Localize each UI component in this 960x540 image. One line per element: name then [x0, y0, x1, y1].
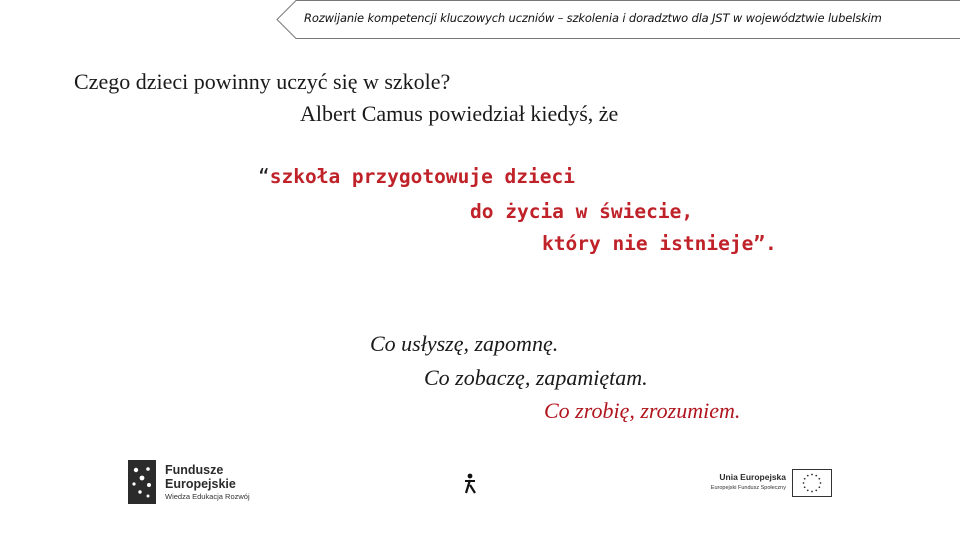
eu-star — [807, 489, 809, 491]
middle-logo — [458, 462, 508, 498]
quote-line-2: do życia w świecie, — [470, 200, 694, 223]
header-title: Rozwijanie kompetencji kluczowych uczniów – szkolenia i doradztwo dla JST w województwie lubelskim — [304, 11, 882, 25]
header-banner — [276, 0, 960, 40]
saying-line-3: Co zrobię, zrozumiem. — [544, 398, 741, 423]
saying-line-1: Co usłyszę, zapomnę. — [370, 331, 559, 356]
eu-star — [815, 489, 817, 491]
quote-attribution: Albert Camus powiedział kiedyś, że — [300, 101, 619, 126]
quote-line-3: który nie istnieje”. — [542, 232, 777, 255]
eu-star — [815, 475, 817, 477]
eu-star — [820, 482, 822, 484]
page-question: Czego dzieci powinny uczyć się w szkole? — [74, 69, 451, 94]
fundusze-europejskie-logo — [128, 458, 268, 508]
fe-logo-line-3: Wiedza Edukacja Rozwój — [165, 492, 250, 501]
eu-flag-icon — [792, 469, 832, 497]
ue-logo-line-2: Europejski Fundusz Społeczny — [710, 485, 786, 491]
opening-quote-mark: “ — [258, 165, 270, 188]
eu-star — [811, 491, 813, 493]
eu-star — [804, 486, 806, 488]
eu-stars — [793, 470, 831, 496]
fe-logo-line-2: Europejskie — [165, 477, 236, 491]
eu-star — [804, 478, 806, 480]
fe-logo-line-1: Fundusze — [165, 463, 224, 477]
eu-star — [811, 474, 813, 476]
fe-star-mark-icon — [128, 460, 156, 504]
eu-star — [818, 486, 820, 488]
unia-europejska-logo — [688, 469, 832, 499]
quote-line-1-text: szkoła przygotowuje dzieci — [269, 165, 575, 188]
saying-line-2: Co zobaczę, zapamiętam. — [424, 365, 648, 390]
eu-star — [818, 478, 820, 480]
quote-line-1 — [258, 165, 575, 188]
eu-star — [807, 475, 809, 477]
person-figure-icon — [462, 473, 478, 495]
ue-logo-line-1: Unia Europejska — [719, 472, 786, 482]
eu-star — [803, 482, 805, 484]
